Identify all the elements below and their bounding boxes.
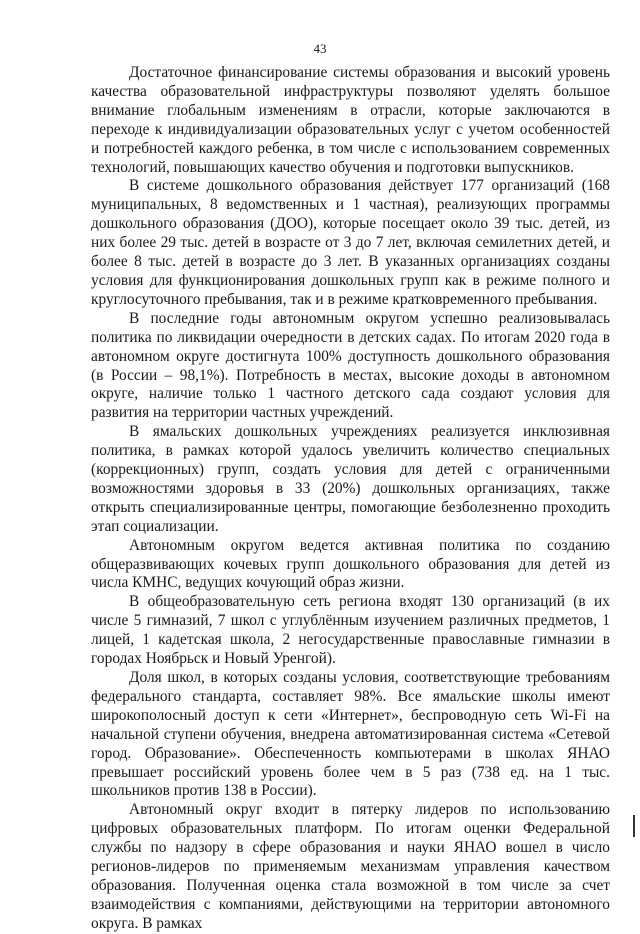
paragraph: В системе дошкольного образования действует 177 организаций (168 муниципальных, 8 ведомственных и 1 частная), реализующих программы дошкольного образования (ДОО), которые посещает около 39 тыс. детей, из них более 29 тыс. детей в возрасте от 3 до 7 лет, включая семилетних детей, и более 8 тыс. детей в возрасте до 3 лет. В указанных организациях созданы условия для функционирования дошкольных групп как в режиме полного и круглосуточного пребывания, так и в режиме кратковременного пребывания.: [91, 177, 610, 308]
margin-mark: [633, 815, 635, 837]
paragraph: Достаточное финансирование системы образования и высокий уровень качества образовательной инфраструктуры позволяют уделять большое внимание глобальным изменениям в отрасли, которые заключаются в переходе к индивидуализации образовательных услуг с учетом особенностей и потребностей каждого ребенка, в том числе с использованием современных технологий, повышающих качество обучения и подготовки выпускников.: [91, 64, 610, 176]
paragraph: В последние годы автономным округом успешно реализовывалась политика по ликвидации очередности в детских садах. По итогам 2020 года в автономном округе достигнута 100% доступность дошкольного образования (в России – 98,1%). Потребность в местах, высокие доходы в автономном округе, наличие только 1 частного детского сада создают условия для развития на территории частных учреждений.: [91, 309, 610, 422]
paragraph: В ямальских дошкольных учреждениях реализуется инклюзивная политика, в рамках которой удалось увеличить количество специальных (коррекционных) групп, создать условия для детей с ограниченными возможностями здоровья в 33 (20%) дошкольных организациях, также открыть специализированные центры, помогающие безболезненно проходить этап социализации.: [91, 423, 610, 535]
paragraph: Автономный округ входит в пятерку лидеров по использованию цифровых образовательных платформ. По итогам оценки Федеральной службы по надзору в сфере образования и науки ЯНАО вошел в число регионов-лидеров по применяемым механизмам управления качеством образования. Полученная оценка стала возможной в том числе за счет взаимодействия с компаниями, действующими на территории автономного округа. В рамках: [91, 801, 610, 932]
body-text: [91, 64, 610, 934]
paragraph: В общеобразовательную сеть региона входят 130 организаций (в их числе 5 гимназий, 7 школ с углублённым изучением различных предметов, 1 лицей, 1 кадетская школа, 2 негосударственные православные гимназии в городах Ноябрьск и Новый Уренгой).: [91, 593, 610, 668]
paragraph: Доля школ, в которых созданы условия, соответствующие требованиям федерального стандарта, составляет 98%. Все ямальские школы имеют широкополосный доступ к сети «Интернет», беспроводную сеть Wi-Fi на начальной ступени обучения, внедрена автоматизированная система «Сетевой город. Образование». Обеспеченность компьютерами в школах ЯНАО превышает российский уровень более чем в 5 раз (738 ед. на 1 тыс. школьников против 138 в России).: [91, 669, 610, 800]
paragraph: Автономным округом ведется активная политика по созданию общеразвивающих кочевых групп дошкольного образования для детей из числа КМНС, ведущих кочующий образ жизни.: [91, 536, 610, 592]
page-number: 43: [313, 41, 327, 56]
